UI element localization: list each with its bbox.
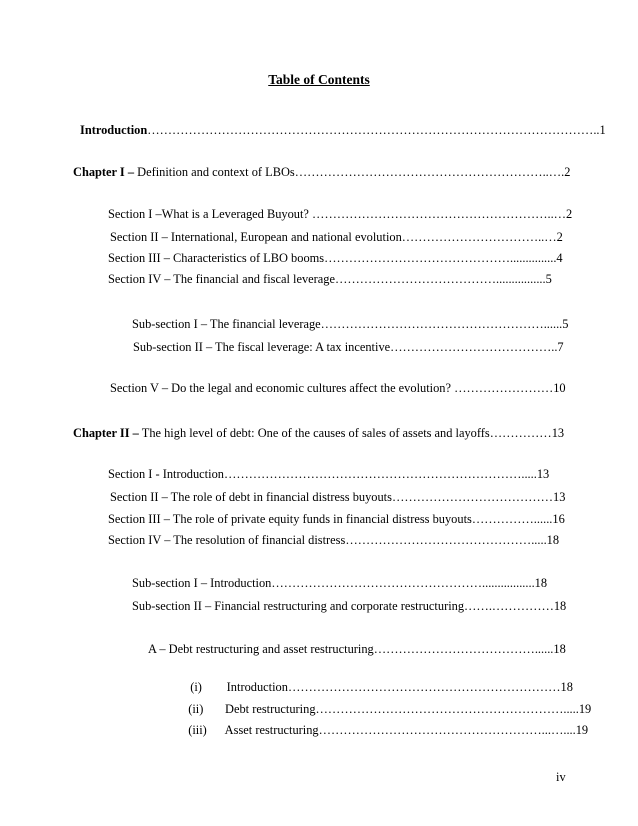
toc-entry-label: Introduction [80, 123, 148, 137]
toc-entry-section[interactable] [110, 489, 574, 505]
toc-entry-text: Section V – Do the legal and economic cultures affect the evolution? [110, 381, 455, 395]
toc-entry-text: Section II – The role of debt in financial distress buyouts [110, 490, 392, 504]
toc-entry-chapter-2[interactable] [73, 425, 574, 441]
toc-entry-text: Section I –What is a Leveraged Buyout? [108, 207, 313, 221]
toc-entry-section[interactable] [110, 229, 574, 245]
toc-entry-section[interactable] [108, 250, 574, 266]
toc-entry-label: Chapter II – [73, 426, 139, 440]
toc-leader: …………………………………13 [391, 490, 566, 504]
toc-leader: ……………………………………….....18 [345, 533, 560, 547]
toc-entry-introduction[interactable] [80, 122, 606, 138]
toc-leader: ………………………………………...............4 [324, 251, 563, 265]
toc-entry-text: (i) Introduction [190, 680, 288, 694]
page-number: iv [556, 770, 566, 784]
toc-entry-text: Sub-section II – Financial restructuring and corporate restructuring [132, 599, 465, 613]
toc-entry-section[interactable] [108, 206, 574, 222]
toc-leader: ……………………10 [454, 381, 566, 395]
toc-leader: …………………………………………….................18 [271, 576, 548, 590]
toc-entry-text: Section III – The role of private equity funds in financial distress buyouts [108, 512, 472, 526]
toc-entry-text: Sub-section I – Introduction [132, 576, 272, 590]
toc-entry-text: Section IV – The resolution of financial distress [108, 533, 346, 547]
toc-leader: …………………………………..7 [390, 340, 564, 354]
toc-entry-label: Chapter I – [73, 165, 135, 179]
toc-leader: ……………………………..…2 [401, 230, 563, 244]
toc-entry-subsection[interactable] [133, 339, 574, 355]
toc-entry-text: Sub-section II – The fiscal leverage: A tax incentive [133, 340, 391, 354]
toc-leader: ………………………………………………...…....19 [318, 723, 589, 737]
toc-leader: …………………………………………………………18 [287, 680, 573, 694]
toc-entry-chapter-1[interactable] [73, 164, 574, 180]
toc-entry-text: Definition and context of LBOs [134, 165, 295, 179]
toc-leader: ……………………………………………………………….....13 [223, 467, 550, 481]
toc-entry-part[interactable] [148, 641, 574, 657]
toc-entry-text: Section III – Characteristics of LBO booms [108, 251, 325, 265]
toc-entry-item[interactable] [184, 663, 574, 694]
toc-entry-subsection[interactable] [132, 598, 574, 614]
toc-entry-subsection[interactable] [132, 316, 574, 332]
toc-leader: ……………......16 [471, 512, 565, 526]
toc-entry-section[interactable] [108, 532, 574, 548]
toc-entry-text: The high level of debt: One of the causes of sales of assets and layoffs [138, 426, 490, 440]
toc-entry-text: Sub-section I – The financial leverage [132, 317, 321, 331]
toc-entry-item[interactable] [182, 685, 592, 716]
toc-leader: …………………………………................5 [334, 272, 552, 286]
toc-leader: …….……………18 [464, 599, 567, 613]
toc-entry-text: Section I - Introduction [108, 467, 224, 481]
toc-entry-section[interactable] [110, 380, 574, 396]
toc-entry-item[interactable] [182, 706, 589, 737]
toc-entry-text: (iii) Asset restructuring [188, 723, 319, 737]
toc-entry-section[interactable] [108, 511, 574, 527]
toc-leader: ………………………………………………………………………………………………..1 [147, 123, 606, 137]
toc-leader: ……………………………………………………..….2 [294, 165, 571, 179]
toc-entry-subsection[interactable] [132, 575, 574, 591]
page-title: Table of Contents [268, 72, 370, 87]
toc-leader: …………………………………………………..…2 [312, 207, 573, 221]
toc-leader: …………………………………………………….....19 [315, 702, 592, 716]
toc-leader: ………………………………………………......5 [320, 317, 569, 331]
toc-entry-text: (ii) Debt restructuring [188, 702, 316, 716]
toc-entry-section[interactable] [108, 271, 574, 287]
toc-leader: …………………………………......18 [373, 642, 566, 656]
toc-entry-text: A – Debt restructuring and asset restructuring [148, 642, 374, 656]
toc-entry-text: Section IV – The financial and fiscal leverage [108, 272, 335, 286]
toc-entry-section[interactable] [108, 466, 574, 482]
toc-leader: ……………13 [489, 426, 565, 440]
toc-entry-text: Section II – International, European and national evolution [110, 230, 402, 244]
